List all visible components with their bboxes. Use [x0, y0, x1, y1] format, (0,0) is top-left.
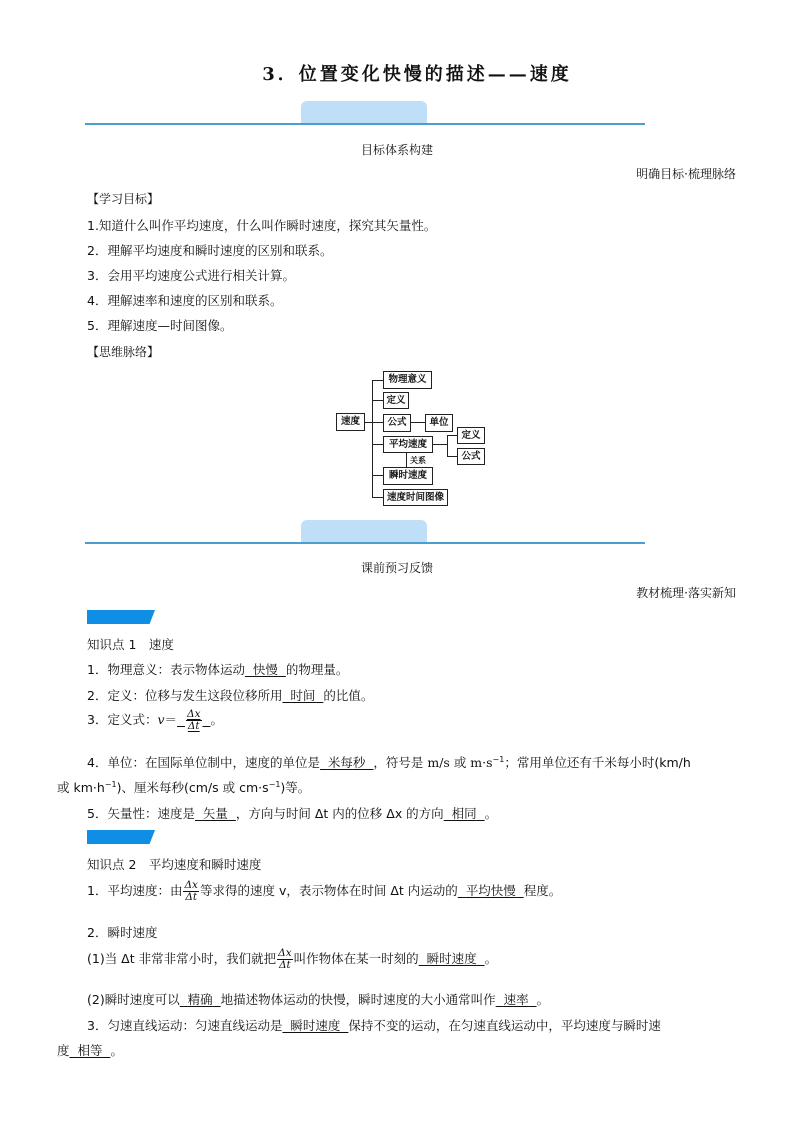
mindmap-node: 瞬时速度 — [383, 467, 433, 485]
mindmap-node: 公式 — [457, 448, 485, 465]
section1-heading: 目标体系构建 — [360, 143, 433, 157]
mindmap-node: 速度时间图像 — [383, 489, 448, 506]
text: 1．平均速度：由 — [87, 883, 183, 898]
mindmap-node: 公式 — [383, 414, 411, 432]
goal-item: 2．理解平均速度和瞬时速度的区别和联系。 — [87, 243, 333, 258]
page-title: 3．位置变化快慢的描述——速度 — [262, 64, 572, 85]
answer-blank: 瞬时速度 — [290, 1018, 341, 1033]
text: 度 — [57, 1043, 70, 1058]
text: 。 — [110, 1043, 123, 1058]
kp2-line2: 2．瞬时速度 — [87, 925, 158, 940]
text: 1．物理意义：表示物体运动 — [87, 662, 245, 677]
var-v: v — [157, 712, 165, 727]
numerator: Δx — [184, 879, 198, 891]
answer-blank: 精确 — [187, 992, 213, 1007]
section-line — [85, 542, 645, 544]
goal-item: 1.知道什么叫作平均速度，什么叫作瞬时速度，探究其矢量性。 — [87, 218, 437, 233]
knowledge-tag-icon — [87, 610, 155, 624]
section1-subheading: 明确目标·梳理脉络 — [636, 167, 736, 181]
kp2-line3 — [87, 1016, 661, 1034]
knowledge-tag-icon — [87, 830, 155, 844]
kp2-line1 — [87, 880, 561, 903]
text: (2)瞬时速度可以 — [87, 992, 180, 1007]
denominator: Δt — [187, 720, 200, 732]
text: 。 — [484, 806, 498, 821]
answer-blank: 相等 — [77, 1043, 103, 1058]
section-tab — [301, 520, 427, 543]
section2-subheading: 教材梳理·落实新知 — [636, 586, 736, 600]
kp1-line4b — [57, 778, 310, 796]
goal-item: 5．理解速度—时间图像。 — [87, 318, 233, 333]
section-divider-2 — [85, 520, 645, 546]
text: 等求得的速度 v，表示物体在时间 Δt 内运动的 — [199, 883, 458, 898]
kp1-line2 — [87, 686, 373, 704]
denominator: Δt — [278, 959, 291, 971]
fraction — [183, 880, 199, 903]
mindmap-root: 速度 — [336, 413, 365, 431]
denominator: Δt — [185, 891, 198, 903]
section-line — [85, 123, 645, 125]
mindmap-node: 定义 — [383, 392, 409, 409]
kp2-line2b — [87, 990, 549, 1008]
text: 叫作物体在某一时刻的 — [293, 951, 419, 966]
kp2-title: 知识点 2 平均速度和瞬时速度 — [87, 857, 262, 872]
mindmap-node: 平均速度 — [383, 436, 433, 453]
connector — [372, 380, 383, 381]
connector — [447, 435, 457, 436]
text: )、厘米每秒(cm/s 或 cm·s — [116, 780, 269, 795]
goals-label: 【学习目标】 — [87, 192, 160, 206]
text: (1)当 Δt 非常非常小时，我们就把 — [87, 951, 277, 966]
section-divider-1 — [85, 101, 645, 127]
connector — [410, 422, 425, 423]
connector — [447, 456, 457, 457]
connector — [447, 435, 448, 457]
text: 。 — [210, 712, 223, 727]
text: 或 km·h — [57, 780, 105, 795]
kp1-title: 知识点 1 速度 — [87, 637, 174, 652]
answer-blank: 瞬时速度 — [426, 951, 477, 966]
mindmap-node: 单位 — [425, 414, 453, 432]
text: ；常用单位还有千米每小时(km/h — [504, 755, 691, 770]
text: 5．矢量性：速度是 — [87, 806, 195, 821]
text: 保持不变的运动，在匀速直线运动中，平均速度与瞬时速 — [348, 1018, 661, 1033]
exponent: −1 — [104, 779, 117, 789]
answer-blank: 矢量 — [202, 806, 228, 821]
text: 的物理量。 — [285, 662, 349, 677]
connector — [364, 422, 372, 423]
text: ，方向与时间 Δt 内的位移 Δx 的方向 — [235, 806, 444, 821]
mindmap-label: 【思维脉络】 — [87, 345, 160, 359]
text: 。 — [536, 992, 550, 1007]
relation-label: 关系 — [410, 455, 426, 465]
text: )等。 — [280, 780, 311, 795]
text: 3．匀速直线运动：匀速直线运动是 — [87, 1018, 283, 1033]
answer-blank: 时间 — [290, 688, 316, 703]
kp2-line2a — [87, 948, 497, 971]
text: 4．单位：在国际单位制中，速度的单位是 — [87, 755, 320, 770]
text: 的比值。 — [323, 688, 374, 703]
section2-heading: 课前预习反馈 — [360, 561, 433, 575]
mindmap-node: 物理意义 — [383, 371, 432, 389]
answer-blank: 米每秒 — [327, 755, 366, 770]
section-tab — [301, 101, 427, 124]
answer-blank: 速率 — [503, 992, 529, 1007]
answer-blank: 快慢 — [252, 662, 278, 677]
connector — [372, 444, 383, 445]
trunk-line — [372, 380, 373, 498]
fraction — [186, 709, 202, 732]
text: 程度。 — [523, 883, 562, 898]
numerator: Δx — [278, 947, 292, 959]
text: ＝ — [164, 712, 178, 727]
exponent: −1 — [492, 754, 505, 764]
goal-item: 3．会用平均速度公式进行相关计算。 — [87, 268, 295, 283]
relation-line — [406, 452, 407, 467]
text: 2．定义：位移与发生这段位移所用 — [87, 688, 283, 703]
connector — [372, 497, 383, 498]
kp1-line1 — [87, 660, 348, 678]
answer-blank: 相同 — [451, 806, 477, 821]
connector — [372, 475, 383, 476]
text: 。 — [484, 951, 498, 966]
numerator: Δx — [186, 708, 201, 720]
text: 地描述物体运动的快慢，瞬时速度的大小通常叫作 — [220, 992, 496, 1007]
connector — [372, 422, 383, 423]
text: ，符号是 m/s 或 m·s — [373, 755, 493, 770]
kp2-line3b — [57, 1041, 123, 1059]
mindmap-node: 定义 — [457, 427, 485, 444]
text: 3．定义式： — [87, 712, 158, 727]
exponent: −1 — [268, 779, 281, 789]
connector — [372, 400, 383, 401]
connector — [432, 444, 447, 445]
kp1-line4 — [87, 753, 691, 771]
kp1-line5 — [87, 804, 497, 822]
goal-item: 4．理解速率和速度的区别和联系。 — [87, 293, 283, 308]
fraction — [277, 948, 293, 971]
kp1-line3 — [87, 709, 223, 732]
answer-blank: 平均快慢 — [465, 883, 516, 898]
